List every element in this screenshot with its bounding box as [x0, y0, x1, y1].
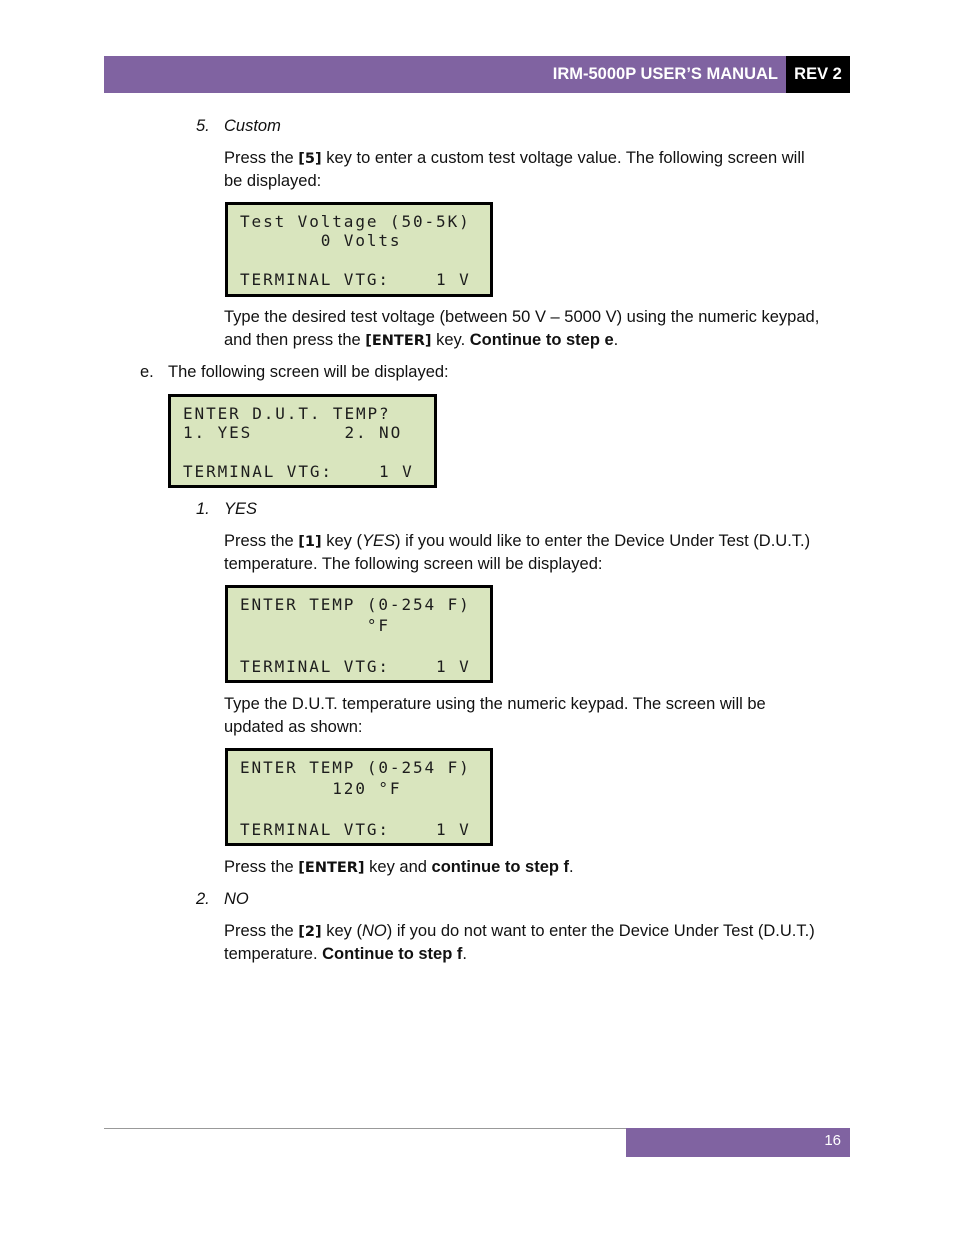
page-header [104, 56, 850, 93]
item-title: Custom [224, 117, 281, 135]
page-number: 16 [824, 1132, 841, 1149]
paragraph: temperature. The following screen will be displayed: [224, 555, 603, 573]
lcd-line: TERMINAL VTG: 1 V [240, 270, 471, 289]
lcd-line: ENTER TEMP (0-254 F) [240, 595, 471, 614]
key-label: [ENTER] [365, 333, 432, 349]
lcd-line: Test Voltage (50-5K) [240, 212, 471, 231]
key-label: [ENTER] [298, 860, 365, 876]
paragraph: The following screen will be displayed: [168, 363, 449, 381]
lcd-line: TERMINAL VTG: 1 V [240, 820, 471, 839]
paragraph: updated as shown: [224, 718, 363, 736]
paragraph: and then press the [ENTER] key. Continue to step e. [224, 331, 619, 349]
paragraph: Press the [2] key (NO) if you do not want to enter the Device Under Test (D.U.T.) [224, 922, 815, 940]
paragraph: be displayed: [224, 172, 322, 190]
paragraph: Type the desired test voltage (between 50 V – 5000 V) using the numeric keypad, [224, 308, 820, 326]
item-title: YES [224, 500, 258, 518]
paragraph: Type the D.U.T. temperature using the numeric keypad. The screen will be [224, 695, 766, 713]
lcd-line: TERMINAL VTG: 1 V [183, 462, 414, 481]
paragraph: Press the [1] key (YES) if you would like to enter the Device Under Test (D.U.T.) [224, 532, 811, 550]
item-title: NO [224, 890, 249, 908]
lcd-line: °F [240, 616, 390, 635]
lcd-line: TERMINAL VTG: 1 V [240, 657, 471, 676]
lcd-line: 0 Volts [240, 231, 402, 250]
revision-badge: REV 2 [786, 56, 850, 93]
key-label: [5] [298, 151, 322, 167]
manual-title: IRM-5000P USER’S MANUAL [552, 65, 778, 83]
paragraph: temperature. Continue to step f. [224, 945, 467, 963]
item-number: 2. [196, 890, 210, 908]
item-number: 5. [196, 117, 210, 135]
lcd-screen [168, 394, 437, 488]
lcd-line: 120 °F [240, 779, 402, 798]
lcd-line: 1. YES 2. NO [183, 423, 403, 442]
lcd-screen [225, 202, 493, 297]
item-number: 1. [196, 500, 210, 518]
lcd-line: ENTER TEMP (0-254 F) [240, 758, 471, 777]
page-footer [626, 1128, 850, 1157]
paragraph: Press the [5] key to enter a custom test voltage value. The following screen will [224, 149, 805, 167]
lcd-line: ENTER D.U.T. TEMP? [183, 404, 391, 423]
item-number: e. [140, 363, 154, 381]
lcd-screen [225, 748, 493, 846]
key-label: [2] [298, 924, 322, 940]
key-label: [1] [298, 534, 322, 550]
paragraph: Press the [ENTER] key and continue to step f. [224, 858, 574, 876]
lcd-screen [225, 585, 493, 683]
